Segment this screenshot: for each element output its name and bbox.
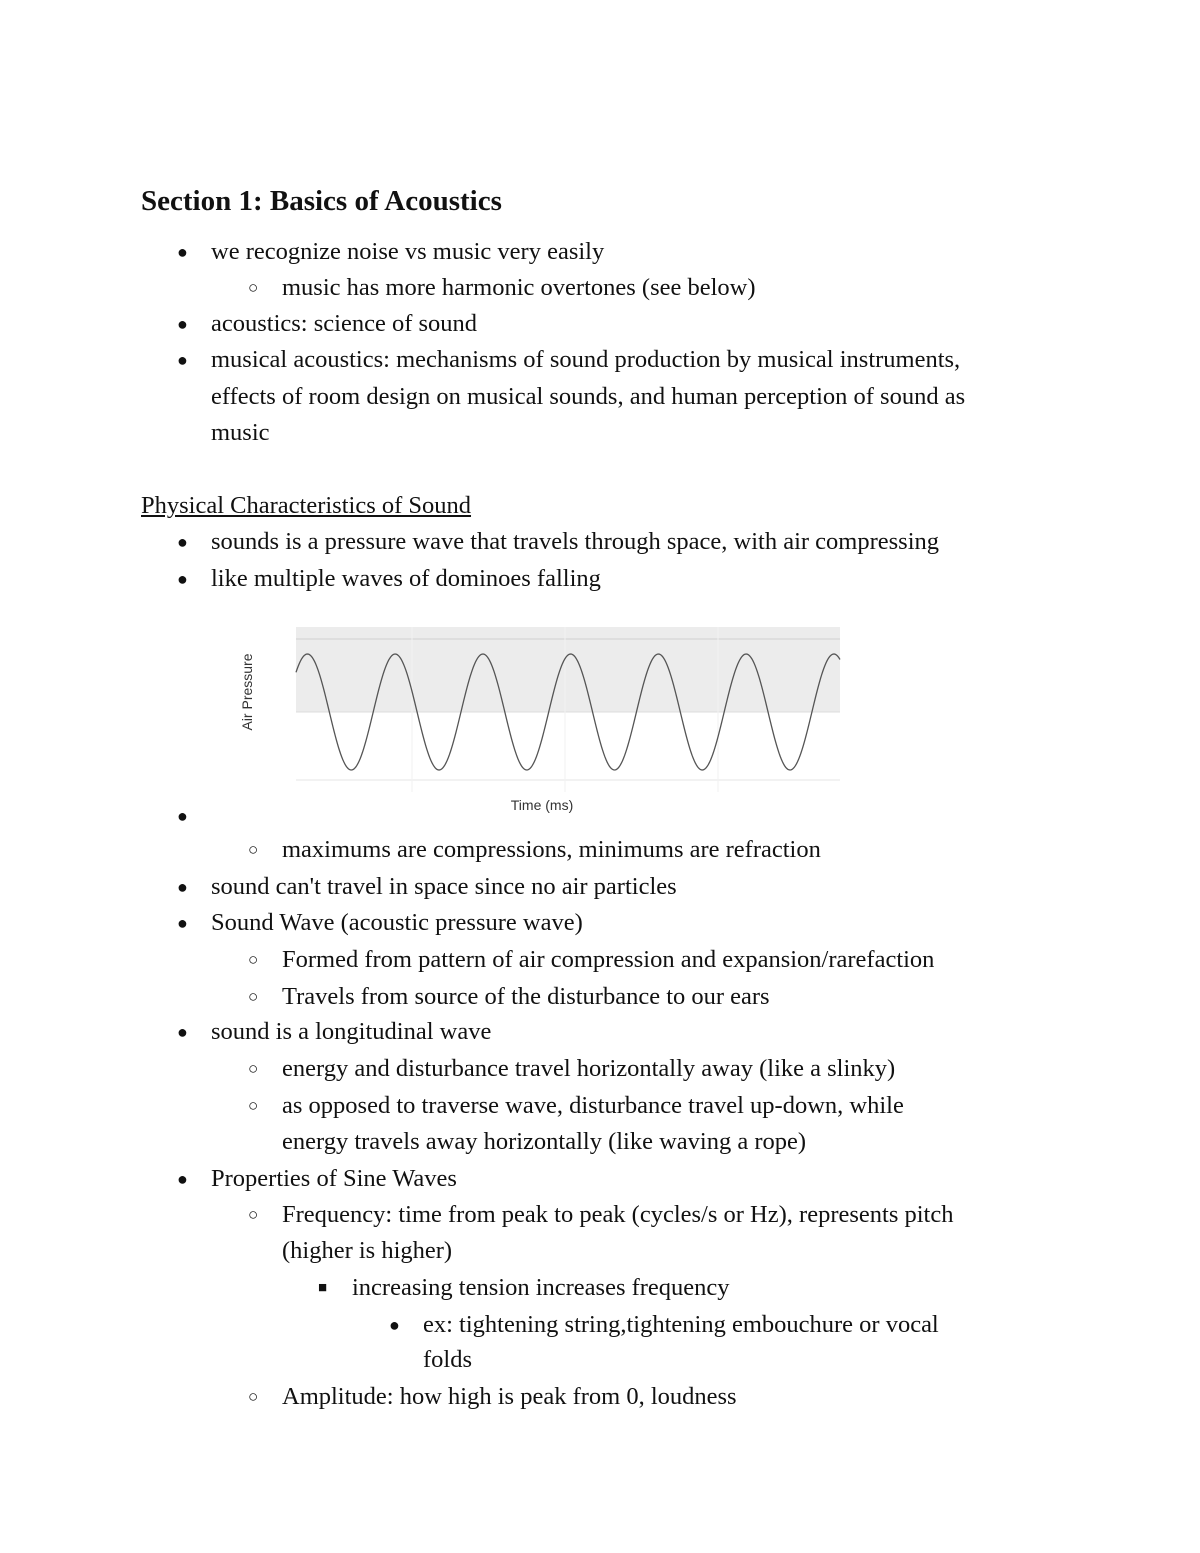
- bullet-disc-icon: ●: [177, 242, 188, 262]
- bullet-text: sounds is a pressure wave that travels through space, with air compressing: [211, 528, 940, 555]
- bullet-circle-icon: ○: [248, 987, 259, 1006]
- sub-sub-bullet-text: increasing tension increases frequency: [352, 1274, 730, 1301]
- sine-wave-chart: [240, 620, 850, 825]
- sub-bullet-text: as opposed to traverse wave, disturbance travel up-down, while: [282, 1092, 904, 1119]
- section-title: Section 1: Basics of Acoustics: [141, 185, 502, 217]
- bullet-circle-icon: ○: [248, 950, 259, 969]
- sub-bullet-text-continued: (higher is higher): [282, 1237, 453, 1264]
- sub-bullet-text: Formed from pattern of air compression and expansion/rarefaction: [282, 946, 935, 973]
- bullet-circle-icon: ○: [248, 1059, 259, 1078]
- bullet-text: like multiple waves of dominoes falling: [211, 565, 601, 592]
- bullet-text: we recognize noise vs music very easily: [211, 238, 605, 265]
- bullet-disc-icon: ●: [177, 569, 188, 589]
- sub-bullet-text: Frequency: time from peak to peak (cycles/s or Hz), represents pitch: [282, 1201, 954, 1228]
- bullet-disc-icon: ●: [177, 350, 188, 370]
- bullet-disc-icon: ●: [177, 1169, 188, 1189]
- bullet-text-continued: music: [211, 419, 270, 446]
- sub-bullet-text: music has more harmonic overtones (see below): [282, 274, 756, 301]
- chart-svg: [240, 620, 850, 820]
- y-axis-label: Air Pressure: [240, 653, 255, 731]
- bullet-disc-icon: ●: [177, 877, 188, 897]
- bullet-disc-icon: ●: [177, 532, 188, 552]
- sub-bullet-text: energy and disturbance travel horizontally away (like a slinky): [282, 1055, 896, 1082]
- bullet-disc-icon: ●: [389, 1315, 400, 1335]
- bullet-disc-icon: ●: [177, 913, 188, 933]
- level4-bullet-text: ex: tightening string,tightening embouchure or vocal: [423, 1311, 939, 1338]
- sub-bullet-text: Amplitude: how high is peak from 0, loudness: [282, 1383, 737, 1410]
- bullet-text: sound is a longitudinal wave: [211, 1018, 492, 1045]
- bullet-circle-icon: ○: [248, 1096, 259, 1115]
- bullet-text: Sound Wave (acoustic pressure wave): [211, 909, 583, 936]
- level4-bullet-text-continued: folds: [423, 1346, 472, 1373]
- bullet-square-icon: ■: [318, 1280, 328, 1296]
- bullet-text: musical acoustics: mechanisms of sound production by musical instruments,: [211, 346, 961, 373]
- bullet-text: Properties of Sine Waves: [211, 1165, 457, 1192]
- subsection-heading: Physical Characteristics of Sound: [141, 492, 472, 519]
- bullet-disc-icon: ●: [177, 1022, 188, 1042]
- bullet-text: sound can't travel in space since no air particles: [211, 873, 677, 900]
- bullet-circle-icon: ○: [248, 840, 259, 859]
- x-axis-label: Time (ms): [510, 797, 574, 813]
- bullet-circle-icon: ○: [248, 1205, 259, 1224]
- bullet-circle-icon: ○: [248, 1387, 259, 1406]
- sub-bullet-text: Travels from source of the disturbance to our ears: [282, 983, 770, 1010]
- bullet-disc-icon: ●: [177, 806, 188, 826]
- bullet-disc-icon: ●: [177, 314, 188, 334]
- sub-bullet-text-continued: energy travels away horizontally (like waving a rope): [282, 1128, 807, 1155]
- bullet-text-continued: effects of room design on musical sounds, and human perception of sound as: [211, 383, 966, 410]
- bullet-text: acoustics: science of sound: [211, 310, 478, 337]
- bullet-circle-icon: ○: [248, 278, 259, 297]
- chart-upper-band: [296, 627, 840, 712]
- sub-bullet-text: maximums are compressions, minimums are refraction: [282, 836, 821, 863]
